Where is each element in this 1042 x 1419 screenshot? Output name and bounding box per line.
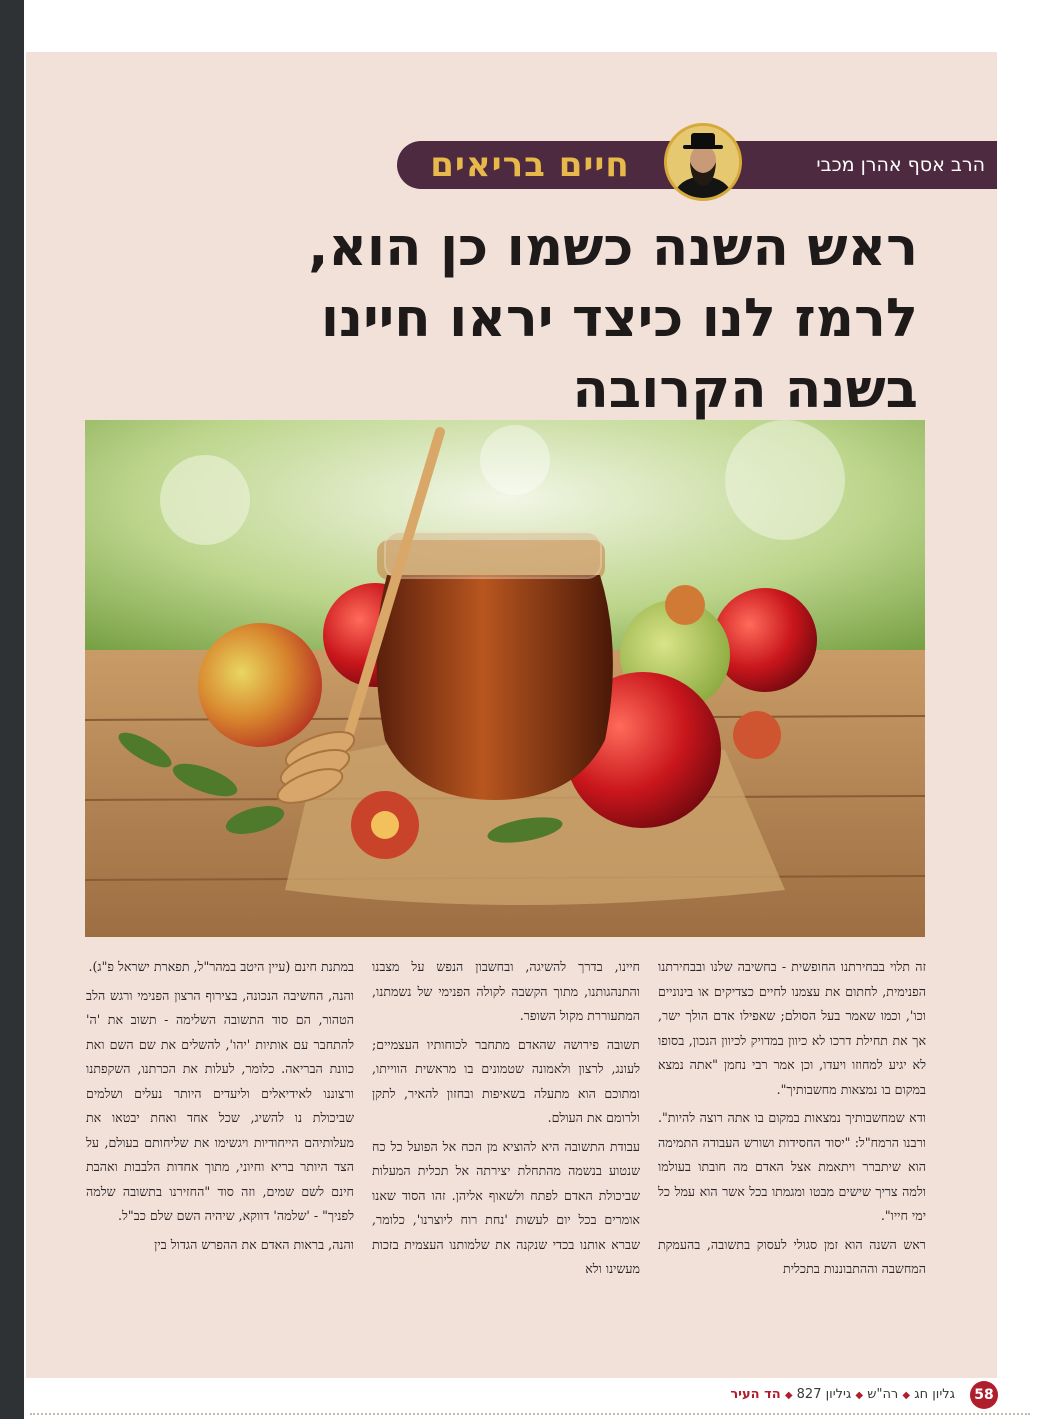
section-title: חיים בריאים (430, 145, 630, 185)
footer-extra: גליון חג (914, 1387, 955, 1402)
col3-paragraph-2: והנה, החשיבה הנכונה, בצירוף הרצון הפנימי ורגש הלב הטהור, הם סוד התשובה השלימה - תשוב את 'ה' להתחבר עם אותיות 'יהו', להשלים את שם השם ואת כוונת הבריאה. כלומר, לעלות את הכרתנו, השקפתנו ורצוננו לאידיאלים וליעדים היותר נעלים ושלמים שביכולת נו להשיג, שכל אחד ואחת יבטאו את מעלותיהם הייחודיות ויגשימו את שליחותם בעולם, על הצד היותר בריא וחיוני, מתוך אחדות הלבבות ואהבת חינם לשם שמים, וזה סוד "החזירנו בתשובה שלמה לפניך" - 'שלמה' דווקא, שיהיה השם שלם כב"ל. (86, 987, 354, 1223)
page-number-badge: 58 (970, 1381, 998, 1409)
honey-jar-apples-illustration (85, 420, 925, 937)
headline-line-3: בשנה הקרובה (572, 359, 918, 420)
col3-paragraph-3: והנה, בראות האדם את ההפרש הגדול בין (154, 1236, 354, 1252)
article-headline (90, 212, 918, 425)
article-column-1 (658, 955, 926, 1286)
col3-paragraph-1: במתנת חינם (עיין היטב במהר"ל, תפארת ישראל פ"ג). (88, 959, 354, 974)
article-column-3 (86, 955, 354, 1261)
article-column-2 (372, 955, 640, 1286)
col2-paragraph-2: תשובה פירושה שהאדם מתחבר לכוחותיו העצמיים; לעונג, לרצון ולאמונה שטמונים בו מראשית הווייתו, ומתוכם הוא מתעלה בשאיפות ובחזון להאיר, לתקן ולרומם את העולם. (372, 1036, 640, 1125)
diamond-separator-icon: ◆ (855, 1390, 864, 1401)
left-dark-bar (0, 0, 24, 1419)
col2-paragraph-3: עבודת התשובה היא להוציא מן הכח אל הפועל כל כח שנטוע בנשמה מהתחלת יצירתה אל תכלית המעלות שביכולת האדם לפתח ולשאוף אליהן. זהו הסוד שאנו אומרים בכל יום לעשות 'נחת רוח ליוצרנו', כלומר, שברא אותנו בכדי שנקנה את שלמותנו העצמית בזכות מעשינו ולא (372, 1138, 640, 1276)
honey-apples-photo (85, 420, 925, 937)
footer-holiday: רה"ש (867, 1387, 899, 1402)
author-avatar (664, 123, 742, 201)
page-footer (715, 1385, 955, 1405)
footer-brand: הד העיר (730, 1387, 781, 1402)
diamond-separator-icon: ◆ (784, 1390, 793, 1401)
diamond-separator-icon: ◆ (902, 1390, 911, 1401)
col1-paragraph-2: ודא שמחשבותיך נמצאות במקום בו אתה רוצה להיות". ורבנו הרמח"ל: "יסוד החסידות ושורש העבודה התמימה הוא שיתברר ויתאמת אצל האדם מה חובתו בעולמו ולמה צריך שישים מבטו ומגמתו בכל אשר הוא עמל כל ימי חייו". (658, 1110, 926, 1223)
footer-issue: גיליון 827 (796, 1387, 852, 1402)
author-name: הרב אסף אהרן מכבי (816, 154, 985, 176)
col1-paragraph-1: זה תלוי בבחירתנו החופשית - בחשיבה שלנו ובבחירתנו הפנימית, לחתום את עצמנו לחיים כצדיקים או בינוניים וכו', וכמו שאמר בעל הסולם; שאפילו אדם הולך ישר, אך את תחילת דרכו לא כיוון במדויק לכיוון הנכון, בסופו לא יגיע למחוזו ויעדו, וכן אמר רבי נחמן "אתה נמצא במקום בו נמצאות מחשבותיך". (658, 959, 926, 1097)
headline-line-1: ראש השנה כשמו כן הוא, (308, 217, 918, 278)
bottom-dotted-rule (30, 1413, 1030, 1415)
col2-paragraph-1: חיינו, בדרך להשיגה, ובחשבון הנפש על מצבנו והתנהגותנו, מתוך הקשבה לקולה הפנימי של נשמתנו, המתעוררת מקול השופר. (372, 959, 640, 1023)
col1-paragraph-3: ראש השנה הוא זמן סגולי לעסוק בתשובה, בהעמקת המחשבה וההתבוננות בתכלית (658, 1236, 926, 1276)
author-portrait-icon (667, 126, 739, 198)
headline-line-2: לרמז לנו כיצד יראו חיינו (320, 288, 918, 349)
